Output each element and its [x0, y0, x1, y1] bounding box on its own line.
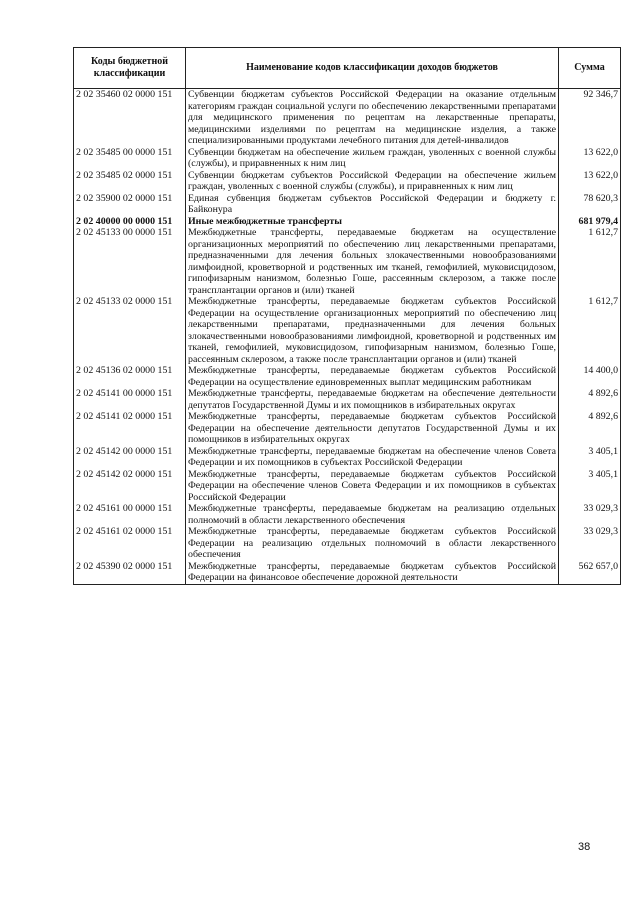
budget-code-cell: 2 02 45390 02 0000 151	[74, 561, 186, 585]
revenue-name-cell: Межбюджетные трансферты, передаваемые бюджетам на обеспечение деятельности депутатов Государственной Думы и их помощников в избирательных округах	[186, 388, 559, 411]
table-row	[74, 526, 621, 561]
revenue-name-cell: Иные межбюджетные трансферты	[186, 216, 559, 228]
sum-cell: 13 622,0	[559, 147, 621, 170]
table-row	[74, 216, 621, 228]
table-header-row	[74, 48, 621, 89]
page-number: 38	[578, 841, 591, 853]
revenue-name-cell: Межбюджетные трансферты, передаваемые бюджетам на обеспечение членов Совета Федерации и их помощников в субъектах Российской Федерации	[186, 446, 559, 469]
budget-code-cell: 2 02 35485 00 0000 151	[74, 147, 186, 170]
budget-code-cell: 2 02 45133 02 0000 151	[74, 296, 186, 365]
sum-cell: 562 657,0	[559, 561, 621, 585]
revenue-name-cell: Межбюджетные трансферты, передаваемые бюджетам субъектов Российской Федерации на реализацию отдельных полномочий в области лекарственного обеспечения	[186, 526, 559, 561]
budget-code-cell: 2 02 45141 00 0000 151	[74, 388, 186, 411]
budget-code-cell: 2 02 45161 02 0000 151	[74, 526, 186, 561]
sum-cell: 78 620,3	[559, 193, 621, 216]
table-row	[74, 503, 621, 526]
table-row	[74, 193, 621, 216]
sum-cell: 33 029,3	[559, 526, 621, 561]
budget-code-cell: 2 02 45133 00 0000 151	[74, 227, 186, 296]
header-names: Наименование кодов классификации доходов бюджетов	[186, 48, 559, 89]
revenue-name-cell: Субвенции бюджетам субъектов Российской Федерации на оказание отдельным категориям граждан социальной услуги по обеспечению лекарственными препаратами для медицинского применения по рецептам на лекарственные препараты, медицинскими изделиями по рецептам на медицинские изделия, а также специализированными продуктами лечебного питания для детей-инвалидов	[186, 89, 559, 147]
revenue-name-cell: Межбюджетные трансферты, передаваемые бюджетам субъектов Российской Федерации на финансовое обеспечение дорожной деятельности	[186, 561, 559, 585]
sum-cell: 13 622,0	[559, 170, 621, 193]
budget-code-cell: 2 02 45142 02 0000 151	[74, 469, 186, 504]
budget-code-cell: 2 02 45142 00 0000 151	[74, 446, 186, 469]
table-row	[74, 365, 621, 388]
table-row	[74, 446, 621, 469]
budget-code-cell: 2 02 45141 02 0000 151	[74, 411, 186, 446]
budget-code-cell: 2 02 45161 00 0000 151	[74, 503, 186, 526]
revenue-name-cell: Межбюджетные трансферты, передаваемые бюджетам субъектов Российской Федерации на осуществление единовременных выплат медицинским работникам	[186, 365, 559, 388]
revenue-name-cell: Единая субвенция бюджетам субъектов Российской Федерации и бюджету г. Байконура	[186, 193, 559, 216]
budget-code-cell: 2 02 35460 02 0000 151	[74, 89, 186, 147]
revenue-name-cell: Межбюджетные трансферты, передаваемые бюджетам субъектов Российской Федерации на осуществление организационных мероприятий по обеспечению лиц лекарственными препаратами, предназначенными для лечения больных злокачественными новообразованиями лимфоидной, кроветворной и родственных им тканей, гемофилией, муковисцидозом, гипофизарным нанизмом, болезнью Гоше, рассеянным склерозом, а также после трансплантации органов и (или) тканей	[186, 296, 559, 365]
table-row	[74, 170, 621, 193]
table-row	[74, 561, 621, 585]
sum-cell: 14 400,0	[559, 365, 621, 388]
sum-cell: 4 892,6	[559, 411, 621, 446]
budget-code-cell: 2 02 45136 02 0000 151	[74, 365, 186, 388]
header-sum: Сумма	[559, 48, 621, 89]
header-codes: Коды бюджетной классификации	[74, 48, 186, 89]
sum-cell: 681 979,4	[559, 216, 621, 228]
sum-cell: 4 892,6	[559, 388, 621, 411]
sum-cell: 3 405,1	[559, 446, 621, 469]
revenue-name-cell: Субвенции бюджетам субъектов Российской Федерации на обеспечение жильем граждан, уволенных с военной службы (службы), и приравненных к ним лиц	[186, 170, 559, 193]
sum-cell: 3 405,1	[559, 469, 621, 504]
budget-code-cell: 2 02 35485 02 0000 151	[74, 170, 186, 193]
revenue-name-cell: Межбюджетные трансферты, передаваемые бюджетам субъектов Российской Федерации на обеспечение деятельности депутатов Государственной Думы и их помощников в избирательных округах	[186, 411, 559, 446]
budget-revenue-table	[73, 47, 621, 585]
sum-cell: 33 029,3	[559, 503, 621, 526]
sum-cell: 1 612,7	[559, 296, 621, 365]
table-row	[74, 411, 621, 446]
budget-code-cell: 2 02 35900 02 0000 151	[74, 193, 186, 216]
revenue-name-cell: Субвенции бюджетам на обеспечение жильем граждан, уволенных с военной службы (службы), и приравненных к ним лиц	[186, 147, 559, 170]
sum-cell: 92 346,7	[559, 89, 621, 147]
table-row	[74, 147, 621, 170]
revenue-name-cell: Межбюджетные трансферты, передаваемые бюджетам на осуществление организационных мероприятий по обеспечению лиц лекарственными препаратами, предназначенными для лечения больных злокачественными новообразованиями лимфоидной, кроветворной и родственных им тканей, гемофилией, муковисцидозом, гипофизарным нанизмом, болезнью Гоше, рассеянным склерозом, а также после трансплантации органов и (или) тканей	[186, 227, 559, 296]
table-row	[74, 296, 621, 365]
revenue-name-cell: Межбюджетные трансферты, передаваемые бюджетам на реализацию отдельных полномочий в области лекарственного обеспечения	[186, 503, 559, 526]
table-row	[74, 89, 621, 147]
table-body	[74, 89, 621, 585]
sum-cell: 1 612,7	[559, 227, 621, 296]
budget-code-cell: 2 02 40000 00 0000 151	[74, 216, 186, 228]
table-row	[74, 469, 621, 504]
table-row	[74, 227, 621, 296]
revenue-name-cell: Межбюджетные трансферты, передаваемые бюджетам субъектов Российской Федерации на обеспечение членов Совета Федерации и их помощников в субъектах Российской Федерации	[186, 469, 559, 504]
table-row	[74, 388, 621, 411]
